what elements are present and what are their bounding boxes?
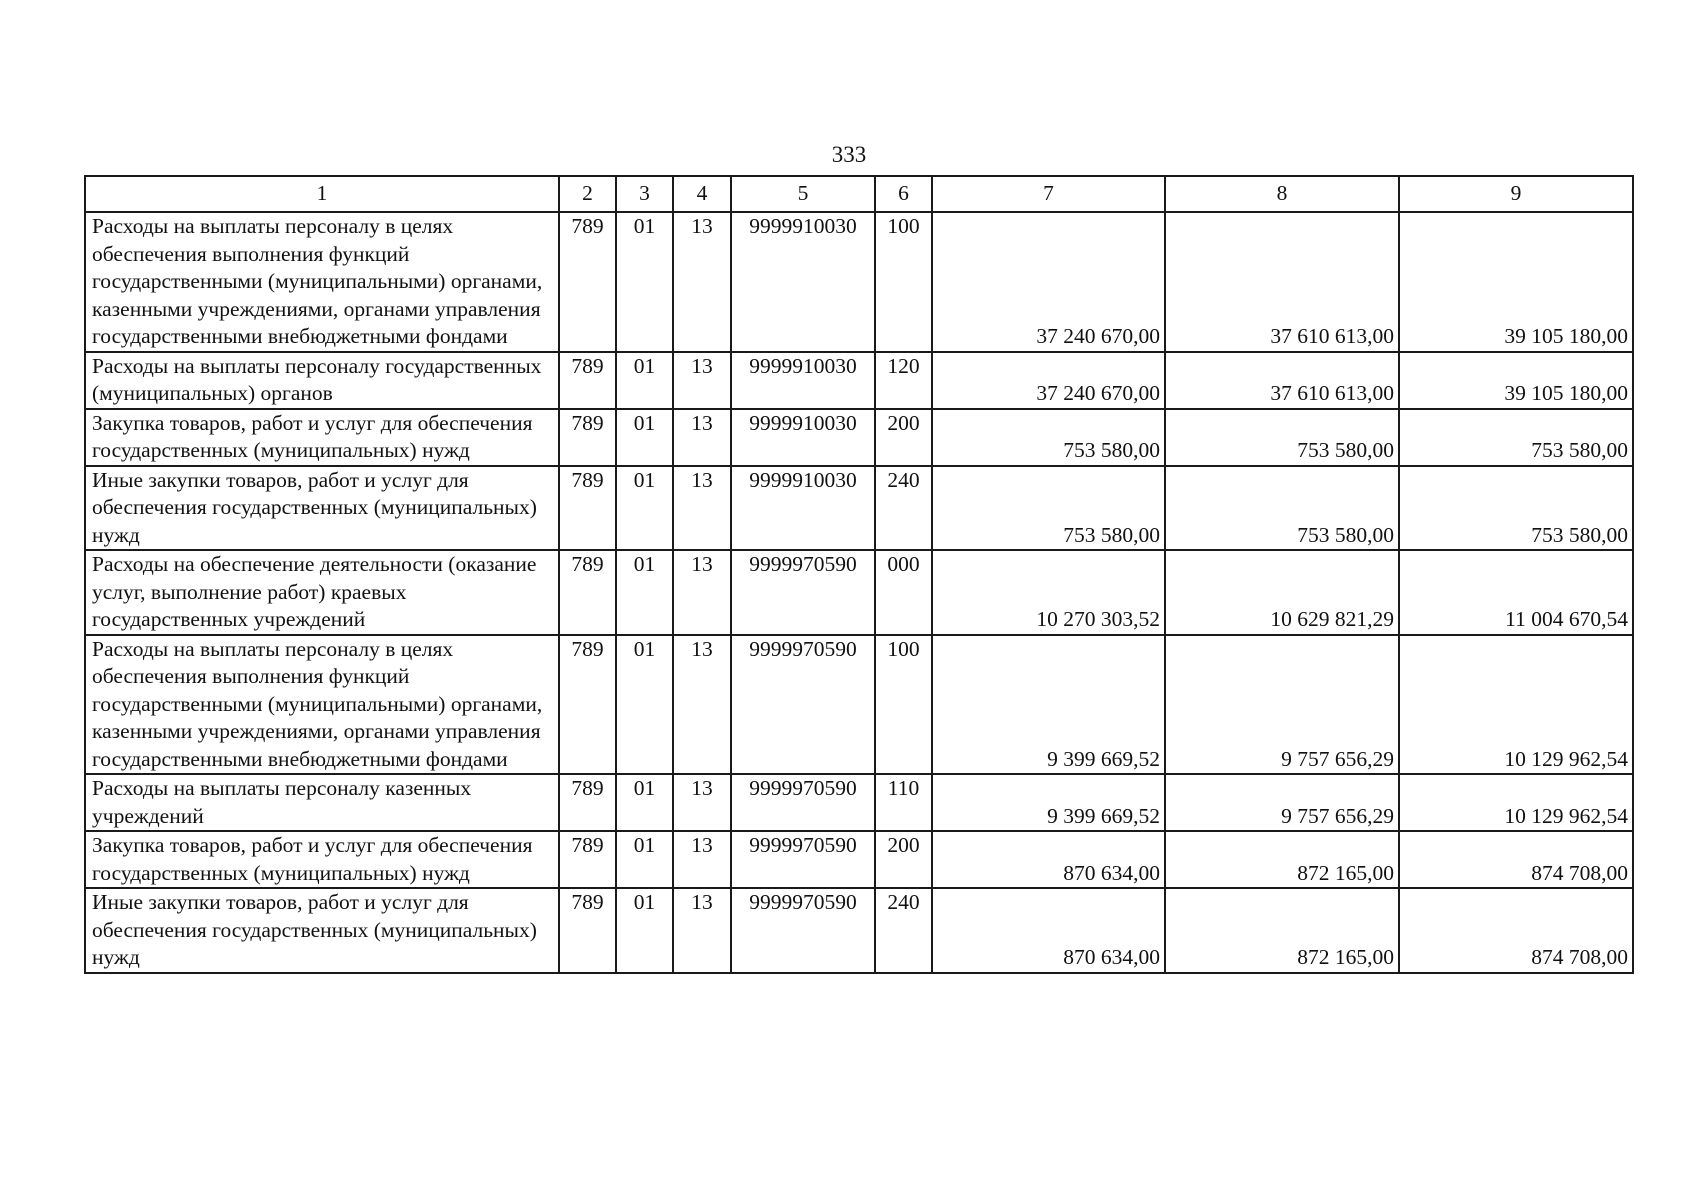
- expense-name: Закупка товаров, работ и услуг для обеспечения государственных (муниципальных) нужд: [85, 409, 559, 466]
- expense-name: Закупка товаров, работ и услуг для обеспечения государственных (муниципальных) нужд: [85, 831, 559, 888]
- table-row: [85, 409, 1633, 466]
- table-row: [85, 635, 1633, 775]
- ministry-code: 789: [559, 212, 616, 352]
- table-row: [85, 774, 1633, 831]
- section-code: 01: [616, 212, 673, 352]
- amount-col8: 10 629 821,29: [1165, 550, 1399, 635]
- ministry-code: 789: [559, 466, 616, 551]
- ministry-code: 789: [559, 635, 616, 775]
- ministry-code: 789: [559, 888, 616, 973]
- section-code: 01: [616, 774, 673, 831]
- expense-type-code: 240: [875, 466, 932, 551]
- amount-col9: 10 129 962,54: [1399, 635, 1633, 775]
- expense-name: Расходы на обеспечение деятельности (оказание услуг, выполнение работ) краевых государственных учреждений: [85, 550, 559, 635]
- subsection-code: 13: [673, 212, 731, 352]
- target-article-code: 9999970590: [731, 774, 875, 831]
- header-cell: 2: [559, 176, 616, 212]
- header-cell: 5: [731, 176, 875, 212]
- section-code: 01: [616, 466, 673, 551]
- table-row: [85, 888, 1633, 973]
- expense-type-code: 100: [875, 635, 932, 775]
- ministry-code: 789: [559, 550, 616, 635]
- expense-type-code: 200: [875, 409, 932, 466]
- amount-col8: 37 610 613,00: [1165, 212, 1399, 352]
- header-cell: 1: [85, 176, 559, 212]
- expense-name: Расходы на выплаты персоналу в целях обеспечения выполнения функций государственными (муниципальными) органами, казенными учреждениями, органами управления государственными внебюджетными фондами: [85, 635, 559, 775]
- section-code: 01: [616, 888, 673, 973]
- amount-col7: 753 580,00: [932, 409, 1165, 466]
- header-cell: 6: [875, 176, 932, 212]
- table-row: [85, 466, 1633, 551]
- expense-name: Иные закупки товаров, работ и услуг для обеспечения государственных (муниципальных) нужд: [85, 888, 559, 973]
- expense-type-code: 110: [875, 774, 932, 831]
- header-cell: 7: [932, 176, 1165, 212]
- subsection-code: 13: [673, 635, 731, 775]
- target-article-code: 9999970590: [731, 635, 875, 775]
- table-body: [85, 212, 1633, 973]
- target-article-code: 9999910030: [731, 466, 875, 551]
- amount-col7: 753 580,00: [932, 466, 1165, 551]
- amount-col7: 9 399 669,52: [932, 774, 1165, 831]
- table-row: [85, 212, 1633, 352]
- amount-col7: 870 634,00: [932, 888, 1165, 973]
- expense-name: Расходы на выплаты персоналу казенных учреждений: [85, 774, 559, 831]
- subsection-code: 13: [673, 352, 731, 409]
- target-article-code: 9999910030: [731, 212, 875, 352]
- amount-col9: 39 105 180,00: [1399, 352, 1633, 409]
- amount-col9: 39 105 180,00: [1399, 212, 1633, 352]
- expense-type-code: 120: [875, 352, 932, 409]
- amount-col8: 9 757 656,29: [1165, 774, 1399, 831]
- expense-type-code: 100: [875, 212, 932, 352]
- expense-type-code: 000: [875, 550, 932, 635]
- table-header: [85, 176, 1633, 212]
- amount-col7: 870 634,00: [932, 831, 1165, 888]
- ministry-code: 789: [559, 352, 616, 409]
- ministry-code: 789: [559, 409, 616, 466]
- amount-col8: 753 580,00: [1165, 466, 1399, 551]
- section-code: 01: [616, 635, 673, 775]
- amount-col7: 37 240 670,00: [932, 212, 1165, 352]
- subsection-code: 13: [673, 409, 731, 466]
- table-row: [85, 831, 1633, 888]
- expense-name: Расходы на выплаты персоналу в целях обеспечения выполнения функций государственными (муниципальными) органами, казенными учреждениями, органами управления государственными внебюджетными фондами: [85, 212, 559, 352]
- ministry-code: 789: [559, 774, 616, 831]
- expense-name: Расходы на выплаты персоналу государственных (муниципальных) органов: [85, 352, 559, 409]
- amount-col9: 10 129 962,54: [1399, 774, 1633, 831]
- table-row: [85, 550, 1633, 635]
- amount-col8: 872 165,00: [1165, 831, 1399, 888]
- subsection-code: 13: [673, 550, 731, 635]
- amount-col7: 37 240 670,00: [932, 352, 1165, 409]
- amount-col7: 9 399 669,52: [932, 635, 1165, 775]
- target-article-code: 9999970590: [731, 888, 875, 973]
- target-article-code: 9999910030: [731, 352, 875, 409]
- expense-type-code: 200: [875, 831, 932, 888]
- section-code: 01: [616, 352, 673, 409]
- section-code: 01: [616, 831, 673, 888]
- budget-table: [84, 175, 1634, 974]
- subsection-code: 13: [673, 831, 731, 888]
- header-cell: 8: [1165, 176, 1399, 212]
- expense-name: Иные закупки товаров, работ и услуг для обеспечения государственных (муниципальных) нужд: [85, 466, 559, 551]
- amount-col8: 9 757 656,29: [1165, 635, 1399, 775]
- section-code: 01: [616, 409, 673, 466]
- header-cell: 3: [616, 176, 673, 212]
- target-article-code: 9999970590: [731, 831, 875, 888]
- amount-col8: 753 580,00: [1165, 409, 1399, 466]
- section-code: 01: [616, 550, 673, 635]
- subsection-code: 13: [673, 774, 731, 831]
- header-cell: 4: [673, 176, 731, 212]
- header-row: [85, 176, 1633, 212]
- expense-type-code: 240: [875, 888, 932, 973]
- subsection-code: 13: [673, 888, 731, 973]
- amount-col8: 872 165,00: [1165, 888, 1399, 973]
- target-article-code: 9999910030: [731, 409, 875, 466]
- amount-col9: 874 708,00: [1399, 831, 1633, 888]
- amount-col7: 10 270 303,52: [932, 550, 1165, 635]
- table-row: [85, 352, 1633, 409]
- header-cell: 9: [1399, 176, 1633, 212]
- amount-col8: 37 610 613,00: [1165, 352, 1399, 409]
- page-number: 333: [831, 142, 867, 167]
- subsection-code: 13: [673, 466, 731, 551]
- amount-col9: 753 580,00: [1399, 466, 1633, 551]
- amount-col9: 874 708,00: [1399, 888, 1633, 973]
- amount-col9: 753 580,00: [1399, 409, 1633, 466]
- ministry-code: 789: [559, 831, 616, 888]
- amount-col9: 11 004 670,54: [1399, 550, 1633, 635]
- target-article-code: 9999970590: [731, 550, 875, 635]
